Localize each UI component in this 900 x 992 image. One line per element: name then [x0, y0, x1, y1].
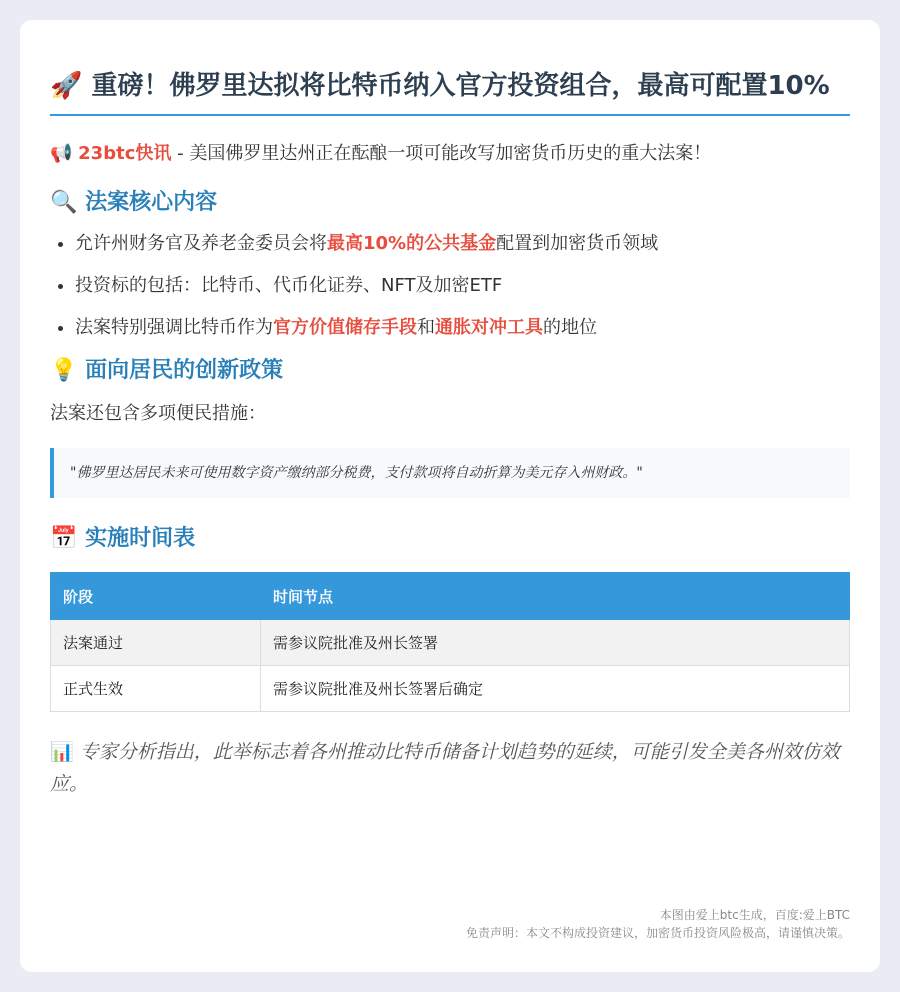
analysis-paragraph [50, 736, 850, 800]
table-row [51, 666, 850, 712]
intro-paragraph [50, 140, 850, 168]
item-text: 配置到加密货币领域 [496, 233, 659, 254]
policy-heading-text: 面向居民的创新政策 [85, 358, 284, 383]
table-cell: 法案通过 [51, 620, 261, 666]
timeline-table [50, 572, 850, 712]
footer [466, 906, 850, 942]
footer-credit: 本图由爱上btc生成，百度:爱上BTC [659, 908, 850, 922]
highlight-text: 最高10%的公共基金 [327, 233, 497, 254]
table-header-row [51, 573, 850, 620]
timeline-heading-text: 实施时间表 [85, 526, 196, 551]
page-title [50, 70, 850, 116]
intro-text: - 美国佛罗里达州正在酝酿一项可能改写加密货币历史的重大法案！ [171, 143, 712, 164]
item-text: 允许州财务官及养老金委员会将 [75, 233, 327, 254]
column-header: 阶段 [51, 573, 261, 620]
footer-disclaimer: 免责声明：本文不构成投资建议，加密货币投资风险极高，请谨慎决策。 [465, 926, 850, 940]
highlight-text: 官方价值储存手段 [273, 317, 417, 338]
calendar-icon: 📅 [50, 526, 78, 551]
policy-quote: "佛罗里达居民未来可使用数字资产缴纳部分税费，支付款项将自动折算为美元存入州财政。" [50, 448, 850, 498]
megaphone-icon: 📢 [50, 143, 73, 164]
policy-intro: 法案还包含多项便民措施： [50, 403, 266, 424]
item-text: 和 [417, 317, 435, 338]
core-list [50, 230, 850, 342]
rocket-icon: 🚀 [50, 71, 83, 101]
article-card [20, 20, 880, 972]
table-row [51, 620, 850, 666]
item-text: 投资标的包括：比特币、代币化证券、NFT及加密ETF [75, 275, 503, 296]
lightbulb-icon: 💡 [50, 358, 78, 383]
list-item [75, 230, 850, 258]
column-header: 时间节点 [261, 573, 850, 620]
item-text: 法案特别强调比特币作为 [75, 317, 273, 338]
core-heading-text: 法案核心内容 [85, 190, 218, 215]
item-text: 的地位 [543, 317, 597, 338]
section-heading-timeline [50, 524, 850, 554]
list-item [75, 314, 850, 342]
section-heading-policy [50, 356, 850, 386]
table-cell: 需参议院批准及州长签署后确定 [261, 666, 850, 712]
title-text: 重磅！佛罗里达拟将比特币纳入官方投资组合，最高可配置10% [91, 71, 830, 101]
brand-name: 23btc快讯 [78, 143, 172, 164]
table-cell: 需参议院批准及州长签署 [261, 620, 850, 666]
magnifier-icon: 🔍 [50, 190, 78, 215]
chart-icon: 📊 [50, 741, 74, 763]
highlight-text: 通胀对冲工具 [435, 317, 543, 338]
analysis-text: 专家分析指出，此举标志着各州推动比特币储备计划趋势的延续，可能引发全美各州效仿效应。 [50, 741, 840, 795]
list-item [75, 272, 850, 300]
table-cell: 正式生效 [51, 666, 261, 712]
section-heading-core [50, 188, 850, 218]
